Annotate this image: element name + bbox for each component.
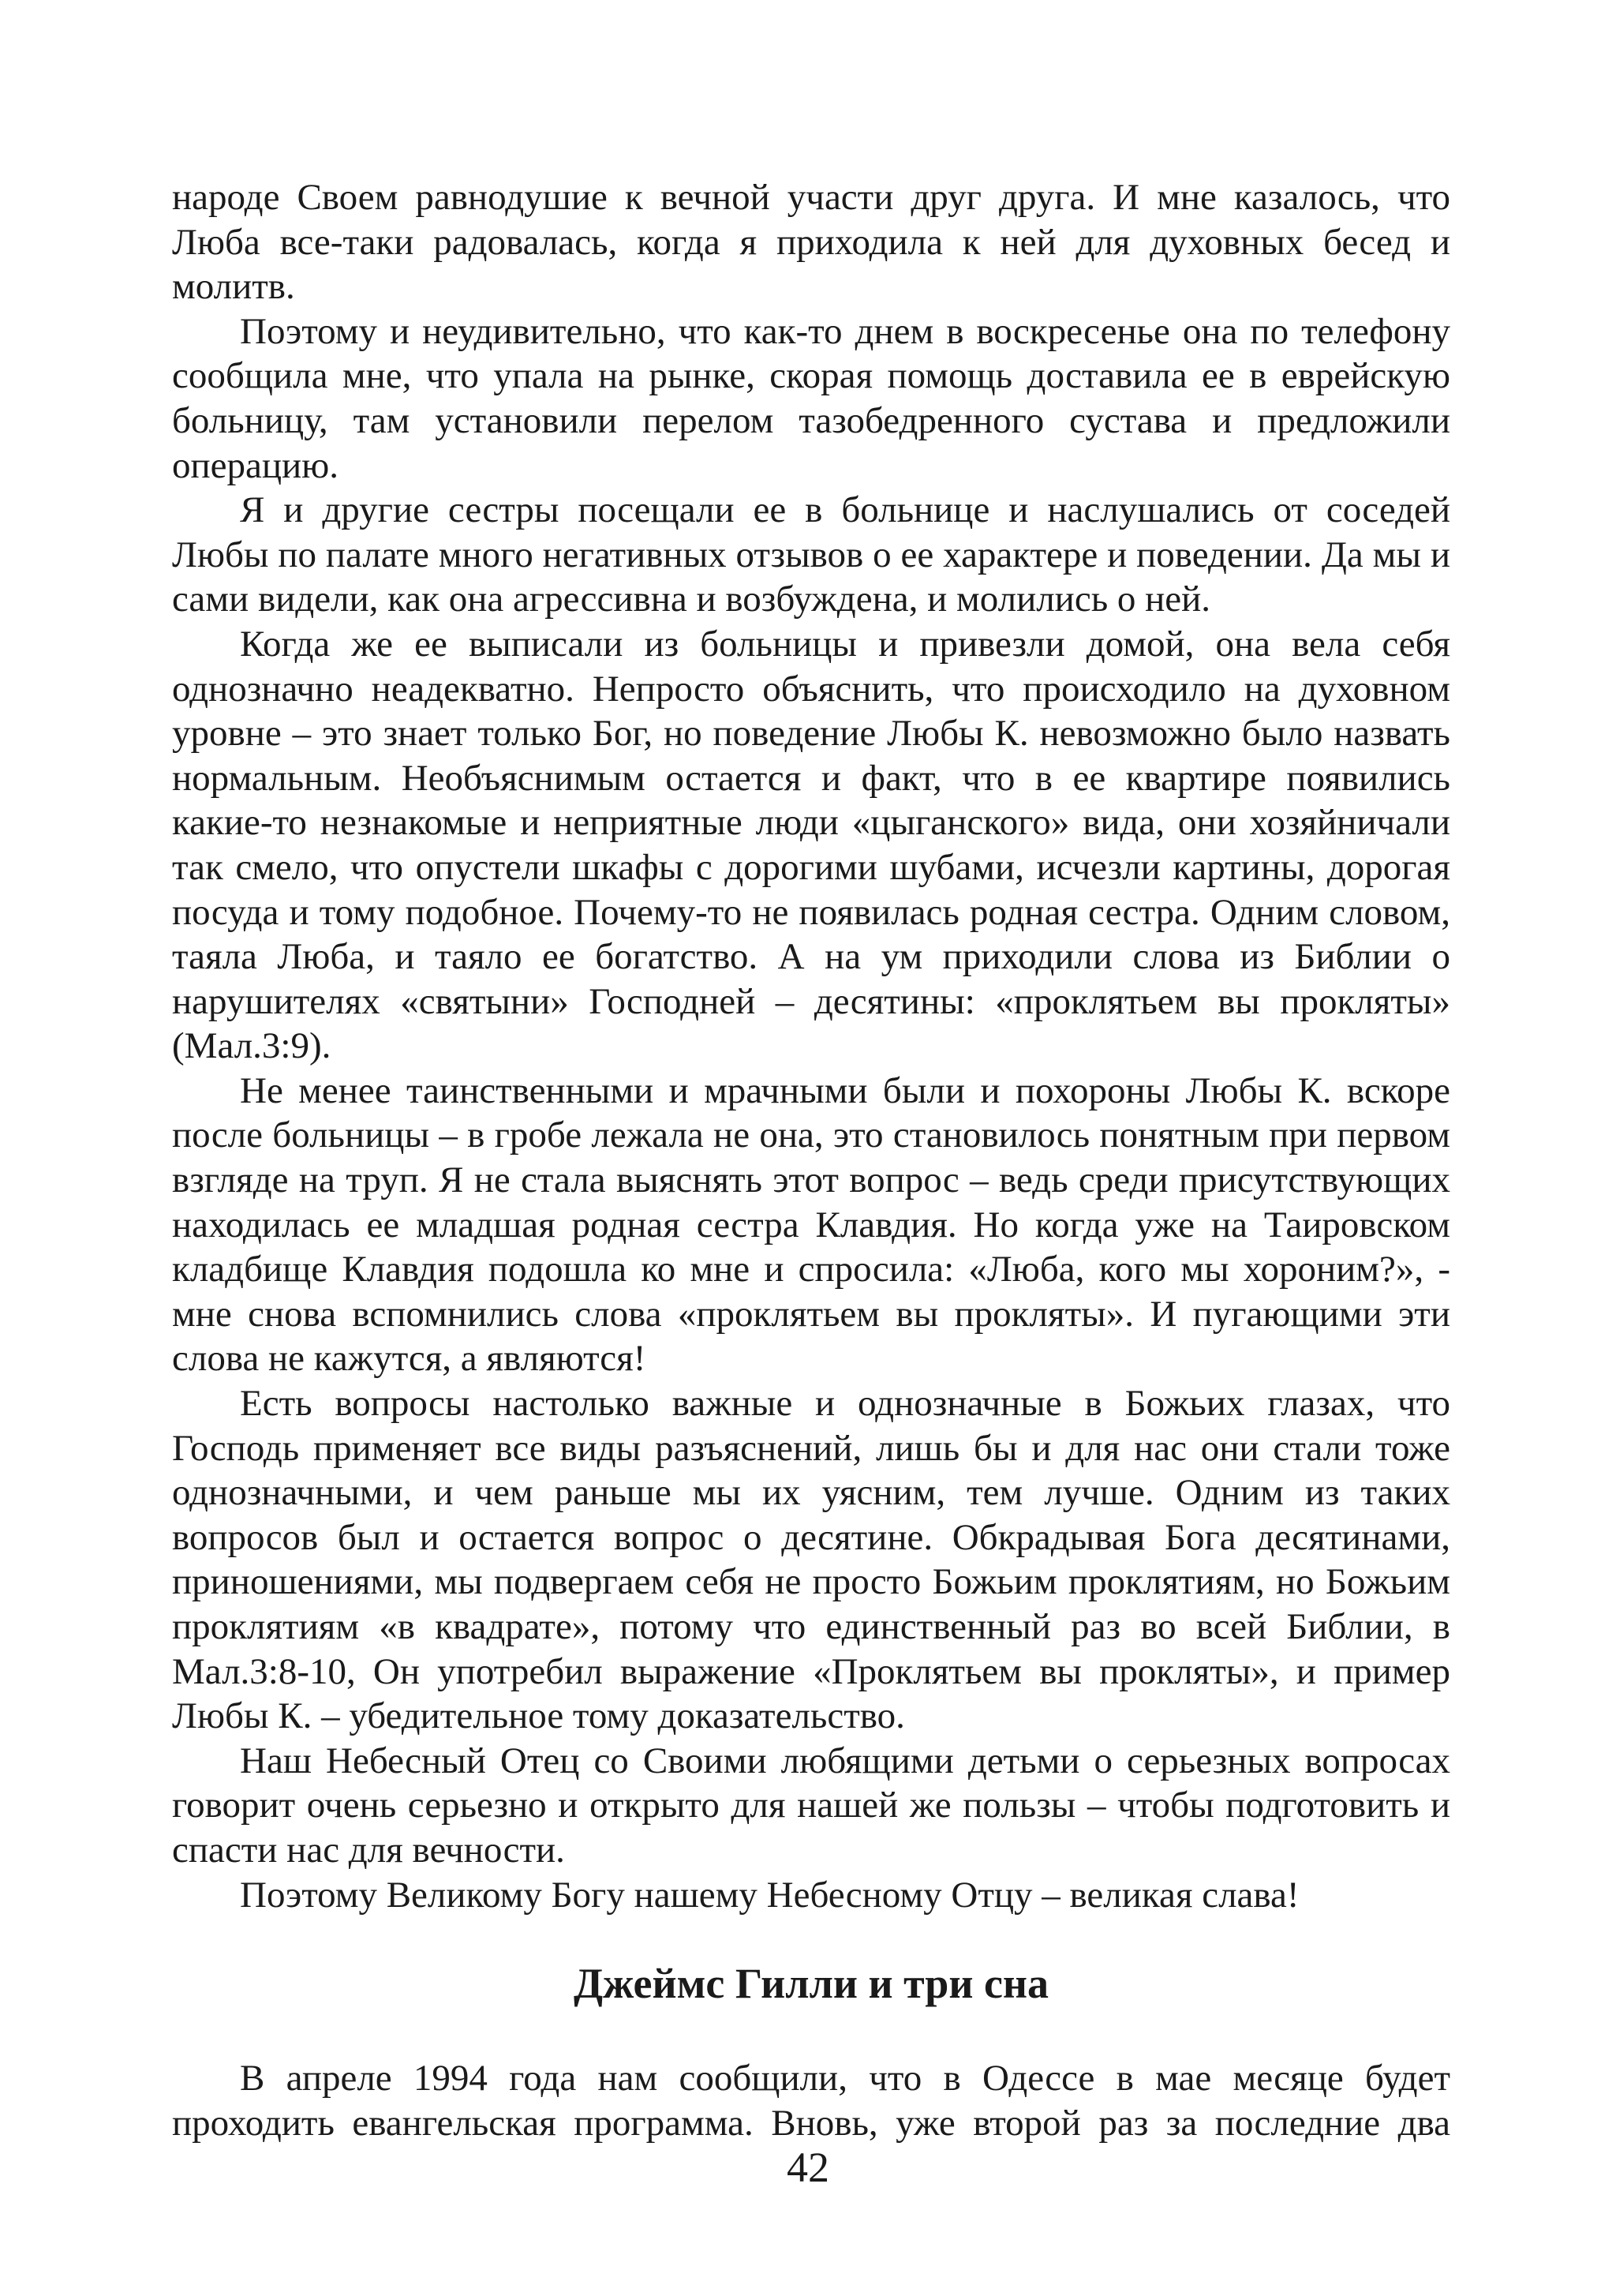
paragraph: Есть вопросы настолько важные и однозначные в Божьих глазах, что Господь применяет все виды разъяснений, лишь бы и для нас они стали тоже однозначными, и чем раньше мы их уясним, тем лучше. Одним из таких вопросов был и остается вопрос о десятине. Обкрадывая Бога десятинами, приношениями, мы подвергаем себя не просто Божьим проклятиям, но Божьим проклятиям «в квадрате», потому что единственный раз во всей Библии, в Мал.3:8-10, Он употребил выражение «Проклятьем вы прокляты», и пример Любы К. – убедительное тому доказательство. xyxy=(172,1383,1450,1737)
paragraph: В апреле 1994 года нам сообщили, что в Одессе в мае месяце будет проходить евангельская программа. Вновь, уже второй раз за последние два xyxy=(172,2058,1450,2144)
paragraph-continuation: народе Своем равнодушие к вечной участи друг друга. И мне казалось, что Люба все-таки радовалась, когда я приходила к ней для духовных бесед и молитв. xyxy=(172,177,1450,308)
paragraph: Наш Небесный Отец со Своими любящими детьми о серьезных вопросах говорит очень серьезно и открыто для нашей же пользы – чтобы подготовить и спасти нас для вечности. xyxy=(172,1740,1450,1871)
paragraph: Не менее таинственными и мрачными были и похороны Любы К. вскоре после больницы – в гробе лежала не она, это становилось понятным при первом взгляде на труп. Я не стала выяснять этот вопрос – ведь среди присутствующих находилась ее младшая родная сестра Клавдия. Но когда уже на Таировском кладбище Клавдия подошла ко мне и спросила: «Люба, кого мы хороним?», - мне снова вспомнились слова «проклятьем вы прокляты». И пугающими эти слова не кажутся, а являются! xyxy=(172,1069,1450,1380)
paragraph: Поэтому Великому Богу нашему Небесному Отцу – великая слава! xyxy=(240,1874,1300,1916)
paragraph: Когда же ее выписали из больницы и привезли домой, она вела себя однозначно неадекватно. Непросто объяснить, что происходило на духовном уровне – это знает только Бог, но поведение Любы К. невозможно было назвать нормальным. Необъяснимым остается и факт, что в ее квартире появились какие-то незнакомые и неприятные люди «цыганского» вида, они хозяйничали так смело, что опустели шкафы с дорогими шубами, исчезли картины, дорогая посуда и тому подобное. Почему-то не появилась родная сестра. Одним словом, таяла Люба, и таяло ее богатство. А на ум приходили слова из Библии о нарушителях «святыни» Господней – десятины: «проклятьем вы прокляты» (Мал.3:9). xyxy=(172,623,1450,1067)
paragraph: Я и другие сестры посещали ее в больнице и наслушались от соседей Любы по палате много негативных отзывов о ее характере и поведении. Да мы и сами видели, как она агрессивна и возбуждена, и молились о ней. xyxy=(172,489,1450,620)
paragraph: Поэтому и неудивительно, что как-то днем в воскресенье она по телефону сообщила мне, что упала на рынке, скорая помощь доставила ее в еврейскую больницу, там установили перелом тазобедренного сустава и предложили операцию. xyxy=(172,310,1450,486)
page-number: 42 xyxy=(787,2144,829,2191)
section-heading: Джеймс Гилли и три сна xyxy=(573,1960,1049,2008)
page-body xyxy=(172,175,1450,2145)
